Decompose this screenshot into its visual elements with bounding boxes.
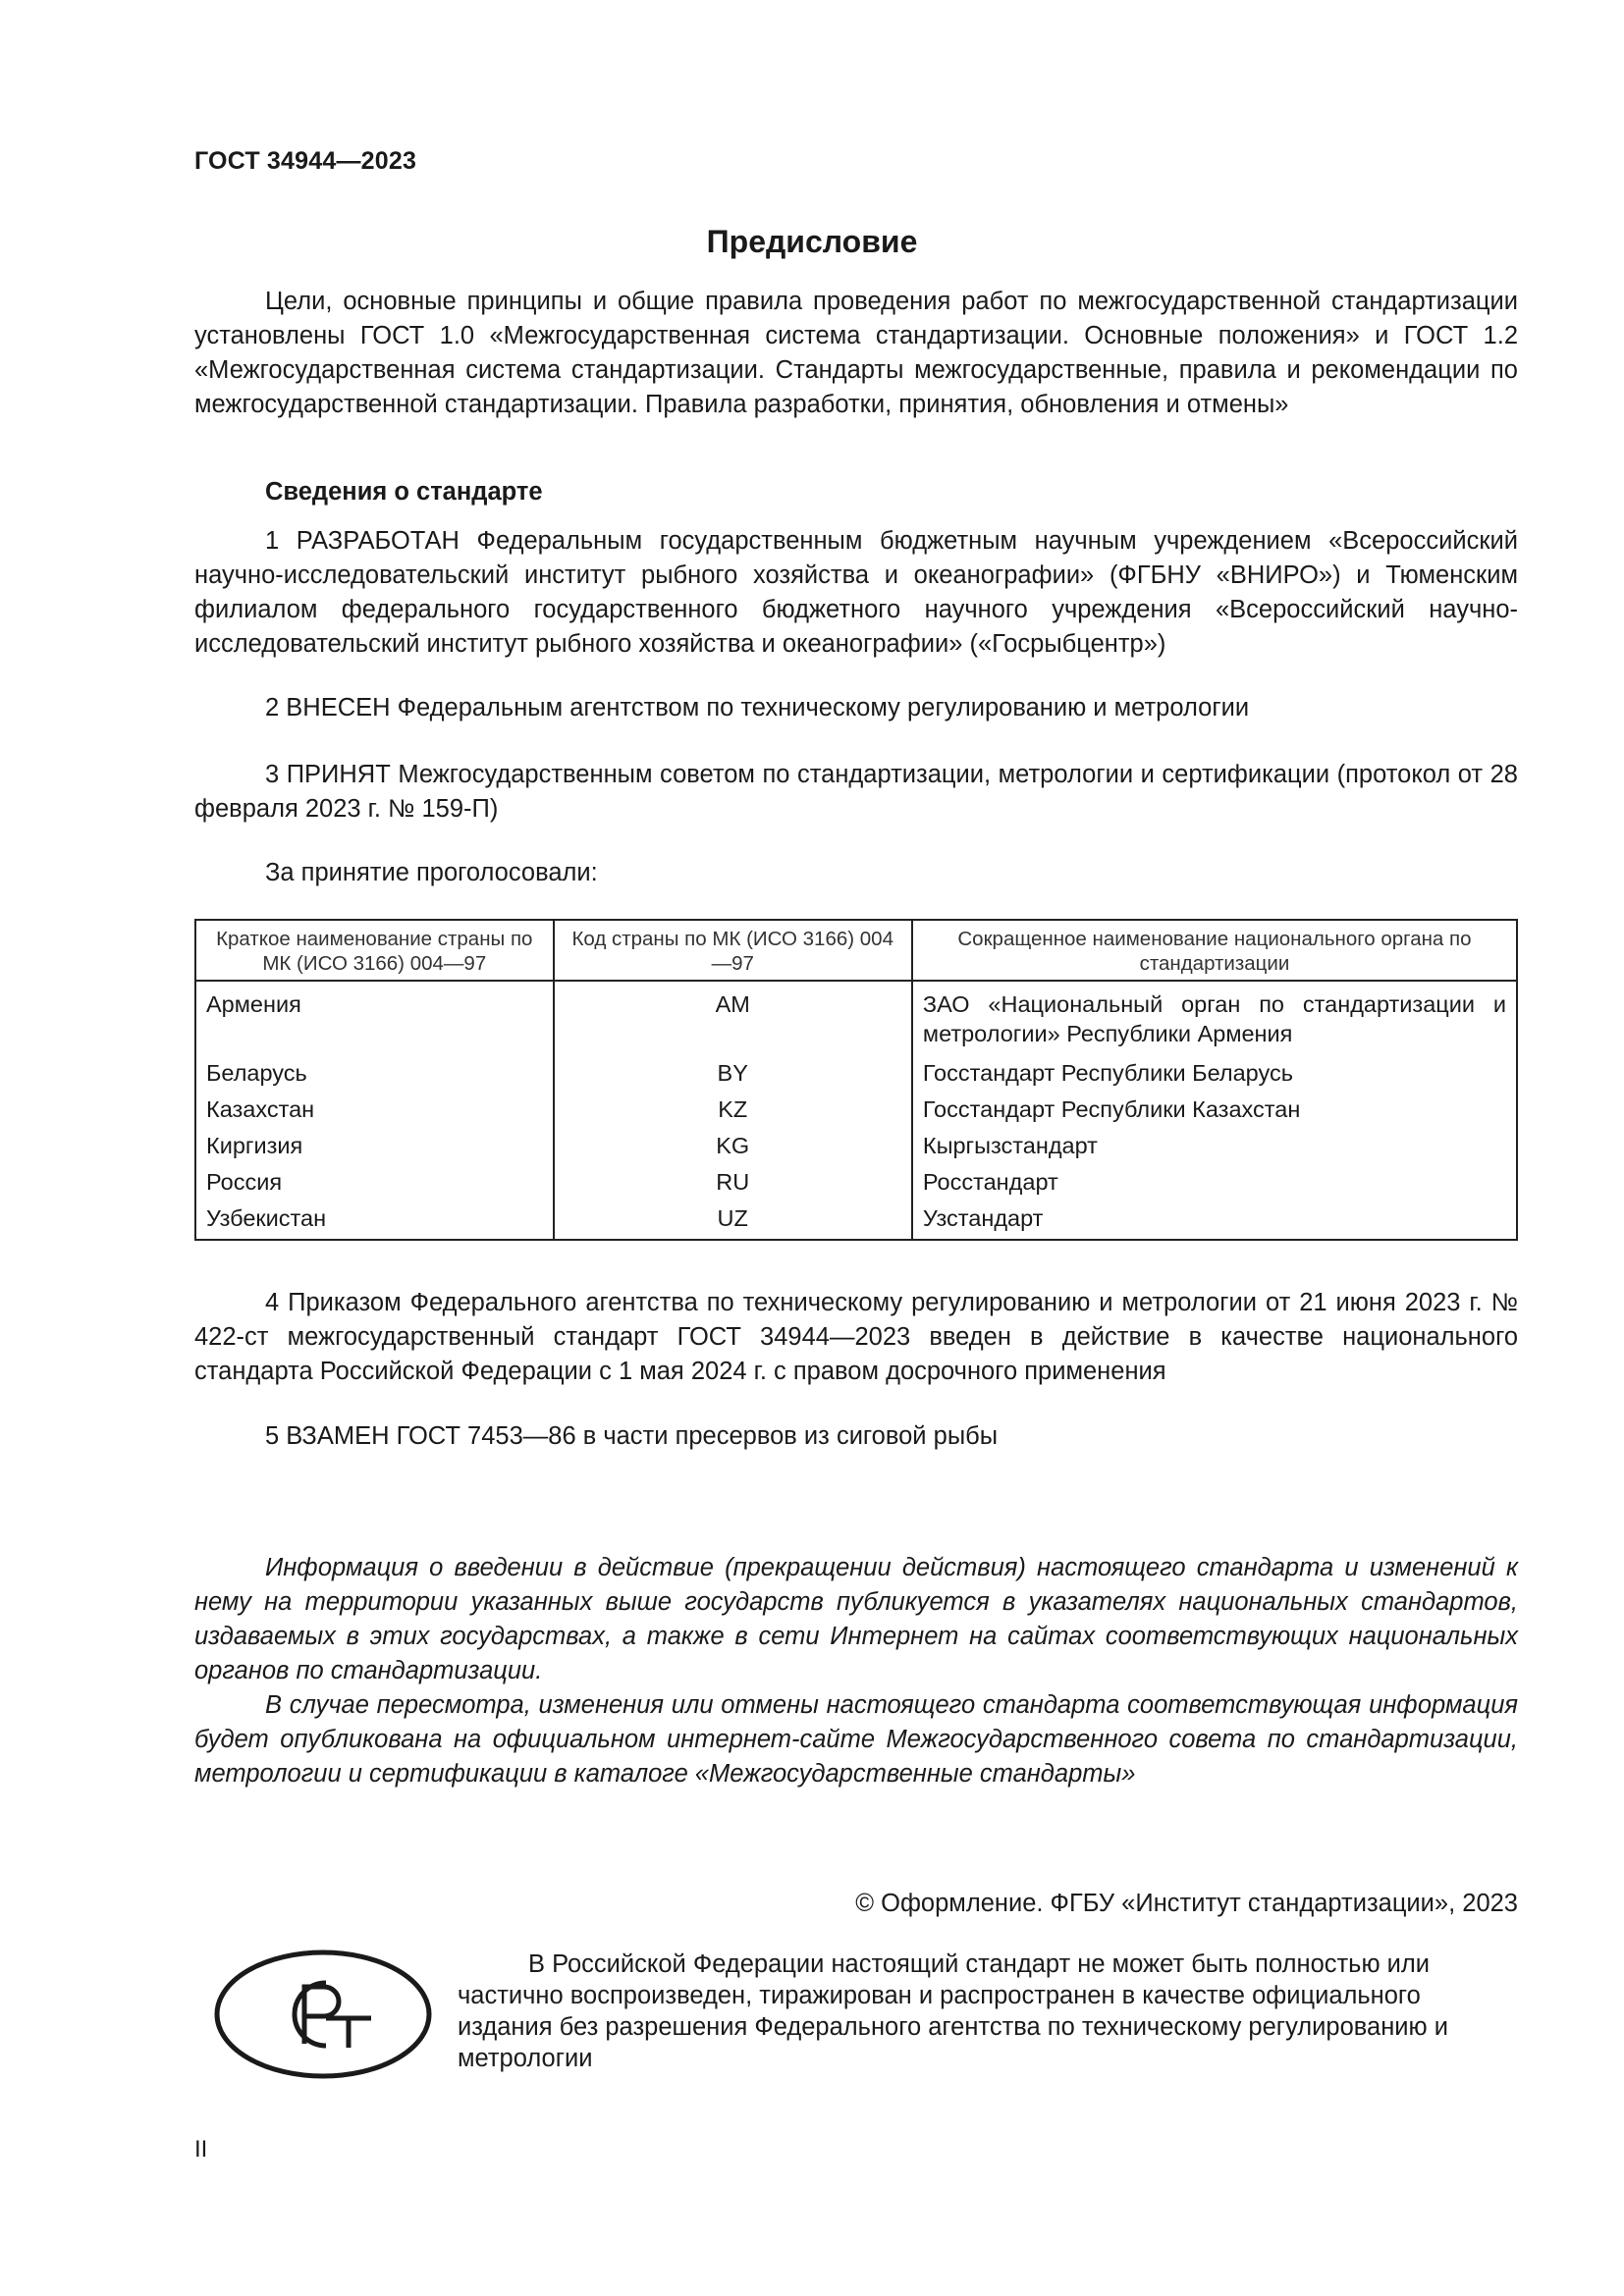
header-body: Сокращенное наименование национального органа по стандартизации: [912, 920, 1517, 981]
item-5-paragraph: 5 ВЗАМЕН ГОСТ 7453—86 в части пресервов из сиговой рыбы: [265, 1422, 999, 1450]
item-4-section: [194, 1286, 1518, 1389]
item-1-paragraph: 1 РАЗРАБОТАН Федеральным государственным бюджетным научным учреждением «Всероссийский научно-исследовательский институт рыбного хозяйства и океанографии» (ФГБНУ «ВНИРО») и Тюменским филиалом федерального государственного бюджетного научного учреждения «Всероссийский научно-исследовательский институт рыбного хозяйства и океанографии» («Госрыбцентр»): [194, 527, 1518, 658]
italic-note-2: В случае пересмотра, изменения или отмены настоящего стандарта соответствующая информация будет опубликована на официальном интернет-сайте Межгосударственного совета по стандартизации, метрологии и сертификации в каталоге «Межгосударственные стандарты»: [194, 1691, 1518, 1788]
item-4-paragraph: 4 Приказом Федерального агентства по техническому регулированию и метрологии от 21 июня 2023 г. № 422-ст межгосударственный стандарт ГОСТ 34944—2023 введен в действие в качестве национального стандарта Российской Федерации с 1 мая 2024 г. с правом досрочного применения: [194, 1289, 1518, 1385]
cell-country: Россия: [195, 1162, 554, 1199]
table-row: [195, 1199, 1517, 1240]
table-row: [195, 1090, 1517, 1126]
info-heading: Сведения о стандарте: [265, 478, 543, 506]
cell-body: Госстандарт Республики Беларусь: [912, 1050, 1517, 1090]
reproduction-notice: [458, 1949, 1518, 2074]
cell-code: KZ: [554, 1090, 912, 1126]
voted-label: За принятие проголосовали:: [265, 859, 598, 886]
item-2-section: [194, 691, 1518, 725]
notice-text: В Российской Федерации настоящий стандарт не может быть полностью или частично воспроизведен, тиражирован и распространен в качестве официального издания без разрешения Федерального агентства по техническому регулированию и метрологии: [458, 1950, 1448, 2072]
item-2-paragraph: 2 ВНЕСЕН Федеральным агентством по техническому регулированию и метрологии: [265, 694, 1250, 721]
page-title: Предисловие: [706, 224, 918, 259]
cell-country: Узбекистан: [195, 1199, 554, 1240]
rst-certification-logo-icon: [210, 1946, 436, 2083]
table-row: [195, 1050, 1517, 1090]
intro-section: [194, 285, 1518, 422]
cell-body: Госстандарт Республики Казахстан: [912, 1090, 1517, 1126]
item-1-section: [194, 524, 1518, 662]
cell-code: UZ: [554, 1199, 912, 1240]
info-notes-section: [194, 1551, 1518, 1791]
page-number: II: [194, 2136, 208, 2163]
cell-country: Киргизия: [195, 1126, 554, 1162]
cell-body: Узстандарт: [912, 1199, 1517, 1240]
item-5-section: [194, 1419, 1518, 1454]
copyright-line: © Оформление. ФГБУ «Институт стандартизации», 2023: [855, 1890, 1518, 1917]
cell-country: Беларусь: [195, 1050, 554, 1090]
table-row: [195, 981, 1517, 1050]
cell-code: RU: [554, 1162, 912, 1199]
cell-country: Казахстан: [195, 1090, 554, 1126]
cell-country: Армения: [195, 981, 554, 1050]
table-row: [195, 1162, 1517, 1199]
info-section: [194, 475, 1518, 509]
voted-section: [194, 856, 1518, 890]
cell-code: AM: [554, 981, 912, 1050]
header-code: Код страны по МК (ИСО 3166) 004—97: [554, 920, 912, 981]
voting-table: [194, 919, 1518, 1241]
intro-paragraph: Цели, основные принципы и общие правила проведения работ по межгосударственной стандартизации установлены ГОСТ 1.0 «Межгосударственная система стандартизации. Основные положения» и ГОСТ 1.2 «Межгосударственная система стандартизации. Стандарты межгосударственные, правила и рекомендации по межгосударственной стандартизации. Правила разработки, принятия, обновления и отмены»: [194, 288, 1518, 418]
cell-body: Росстандарт: [912, 1162, 1517, 1199]
cell-code: BY: [554, 1050, 912, 1090]
italic-note-1: Информация о введении в действие (прекращении действия) настоящего стандарта и изменений к нему на территории указанных выше государств публикуется в указателях национальных стандартов, издаваемых в этих государствах, а также в сети Интернет на сайтах соответствующих национальных органов по стандартизации.: [194, 1554, 1518, 1684]
cell-body: Кыргызстандарт: [912, 1126, 1517, 1162]
document-code: ГОСТ 34944—2023: [194, 147, 417, 175]
table-row: [195, 1126, 1517, 1162]
header-country: Краткое наименование страны по МК (ИСО 3166) 004—97: [195, 920, 554, 981]
table-header-row: [195, 920, 1517, 981]
item-3-section: [194, 758, 1518, 827]
cell-code: KG: [554, 1126, 912, 1162]
item-3-paragraph: 3 ПРИНЯТ Межгосударственным советом по стандартизации, метрологии и сертификации (протокол от 28 февраля 2023 г. № 159-П): [194, 761, 1518, 823]
cell-body: ЗАО «Национальный орган по стандартизации и метрологии» Республики Армения: [912, 981, 1517, 1050]
